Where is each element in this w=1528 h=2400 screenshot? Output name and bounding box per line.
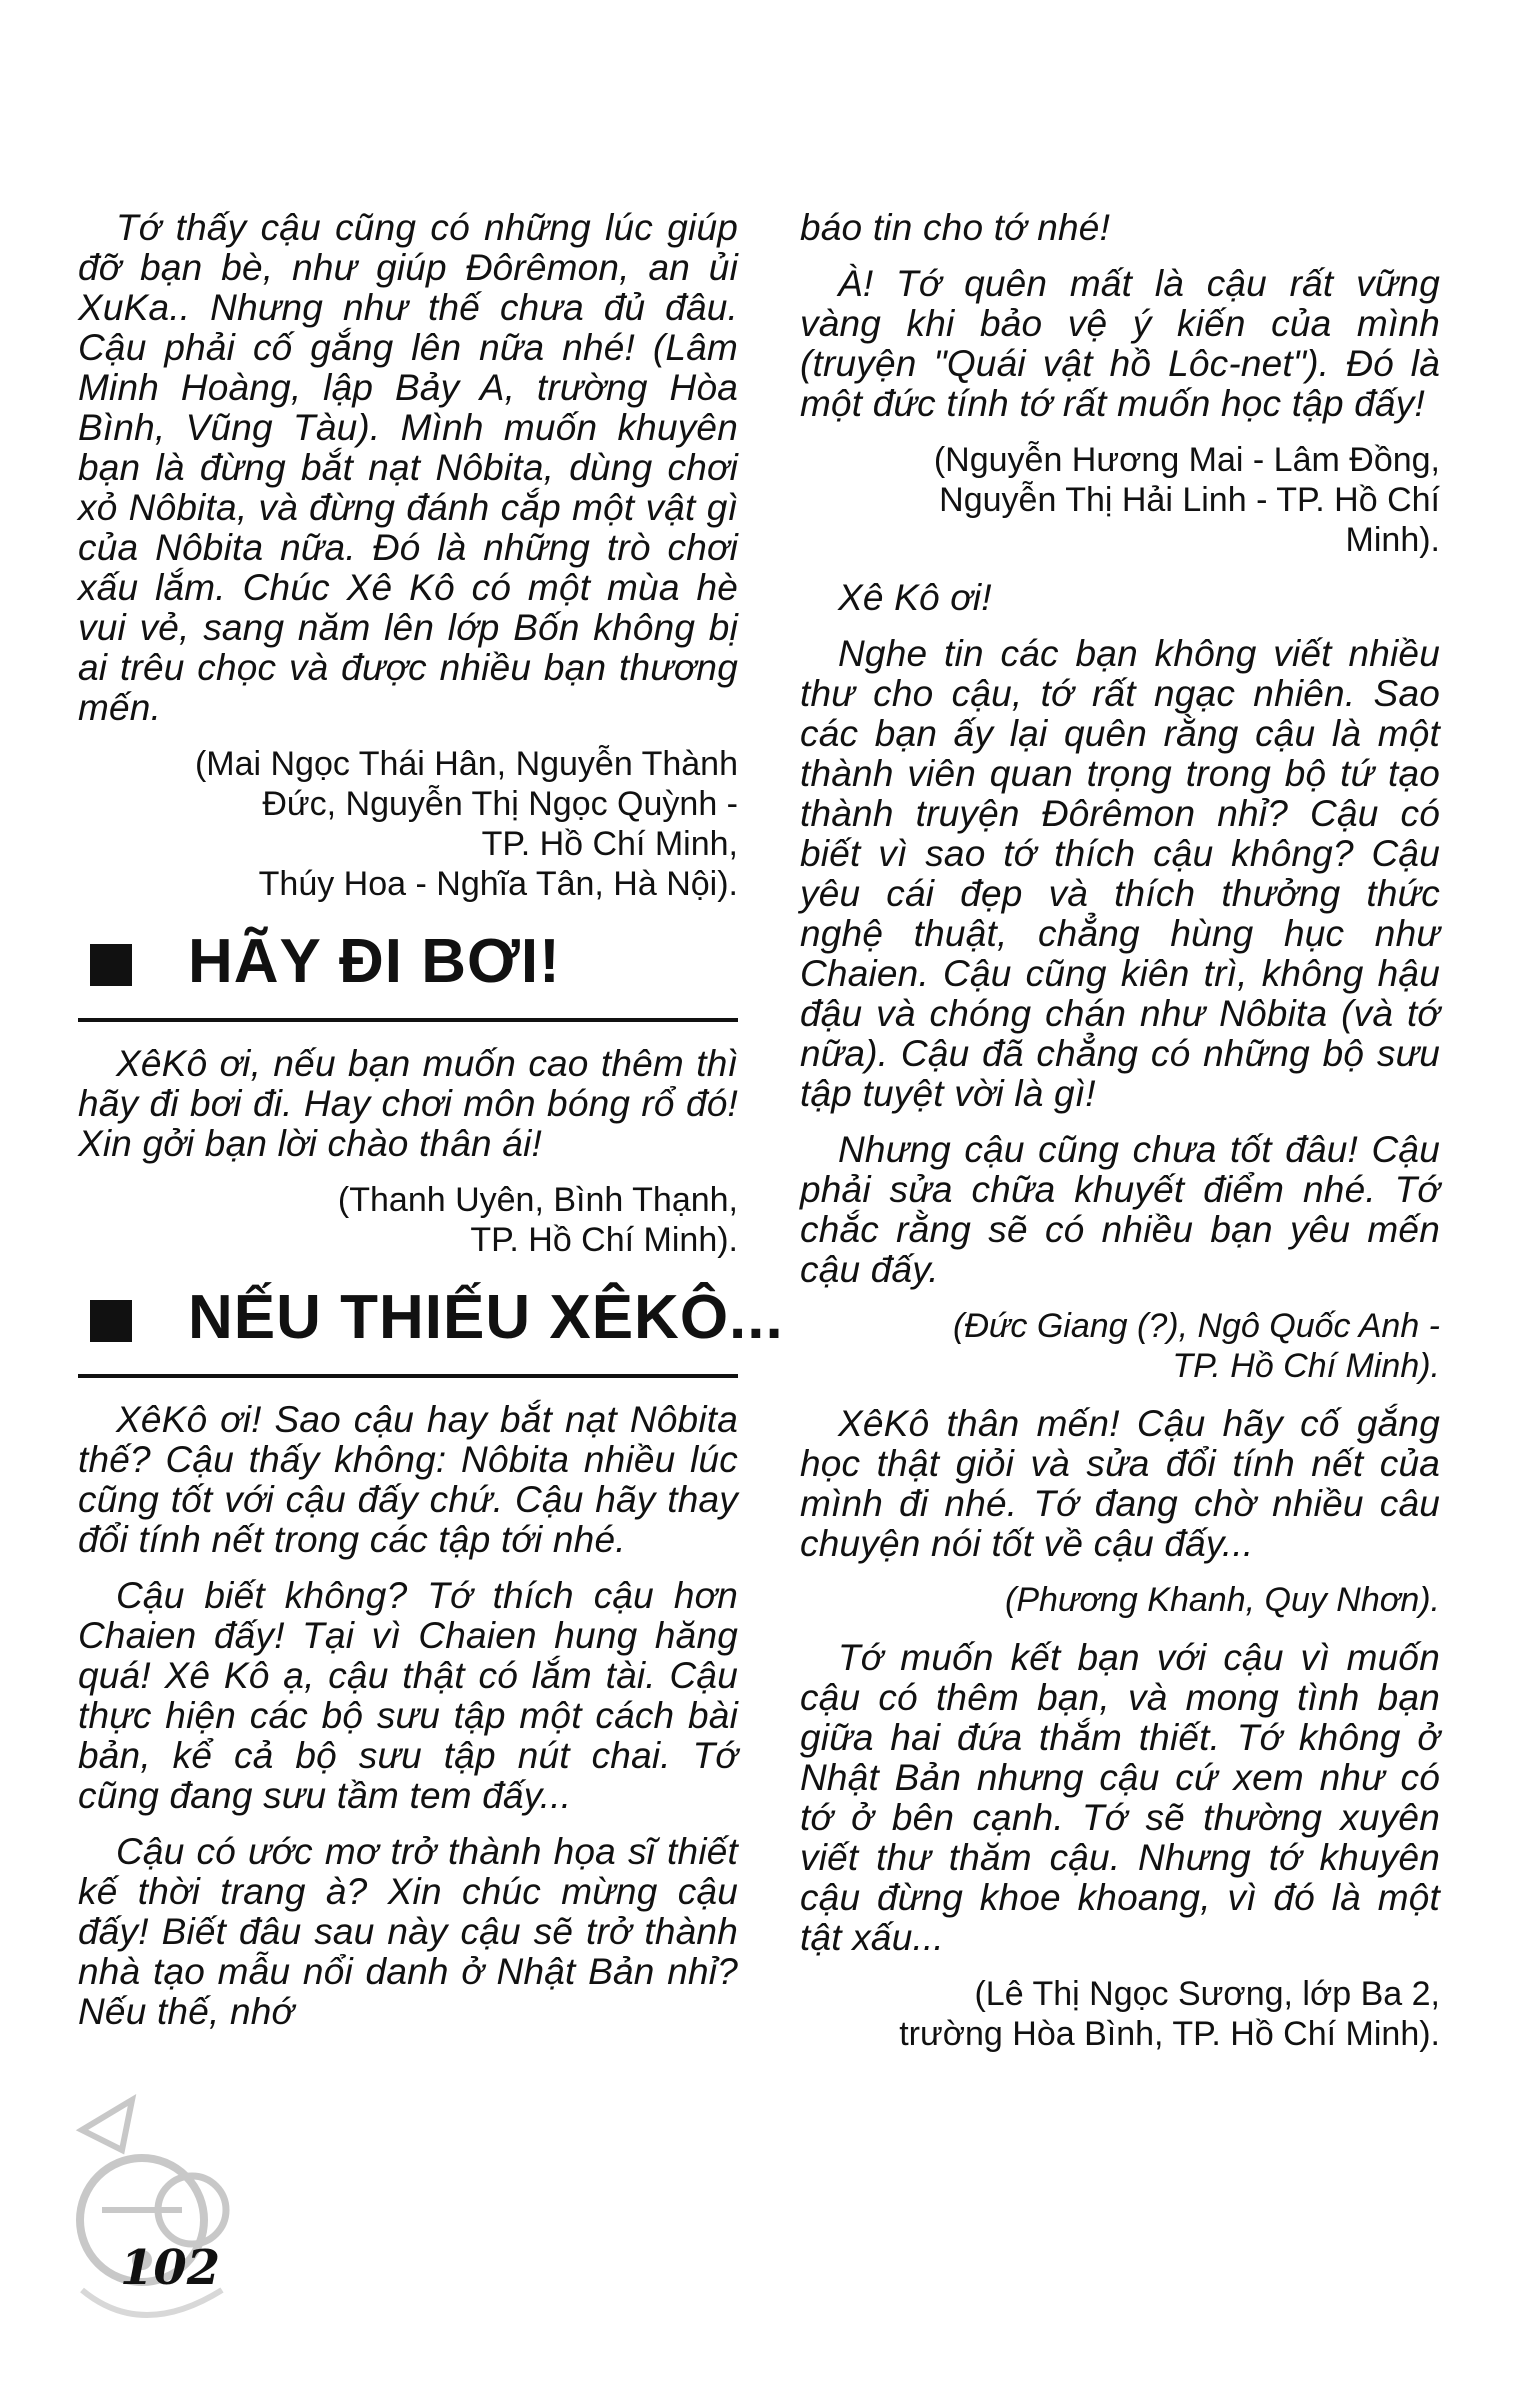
section-heading-neu-thieu-xeko bbox=[78, 1278, 784, 1378]
signature-line: TP. Hồ Chí Minh). bbox=[1172, 1347, 1440, 1385]
letter-paragraph: Cậu biết không? Tớ thích cậu hơn Chaien đấy! Tại vì Chaien hung hăng quá! Xê Kô ạ, cậu thật có lắm tài. Cậu thực hiện các bộ sưu tập một cách bài bản, kể cả bộ sưu tập nút chai. Tớ cũng đang sưu tầm tem đấy... bbox=[78, 1575, 738, 1816]
letter-signature bbox=[78, 744, 738, 904]
continued-paragraph: báo tin cho tớ nhé! bbox=[800, 207, 1111, 248]
letter-paragraph: Nghe tin các bạn không viết nhiều thư cho cậu, tớ rất ngạc nhiên. Sao các bạn ấy lại quên rằng cậu là một thành viên quan trọng trong bộ tứ tạo thành truyện Đôrêmon nhỉ? Cậu có biết vì sao tớ thích cậu không? Cậu yêu cái đẹp và thích thưởng thức nghệ thuật, chẳng hùng hục như Chaien. Cậu cũng kiên trì, không hậu đậu và chóng chán như Nôbita (và tớ nữa). Cậu đã chẳng có những bộ sưu tập tuyệt vời là gì! bbox=[800, 633, 1440, 1114]
signature-line: (Mai Ngọc Thái Hân, Nguyễn Thành bbox=[194, 745, 738, 783]
letter-paragraph: Tớ thấy cậu cũng có những lúc giúp đỡ bạn bè, như giúp Đôrêmon, an ủi XuKa.. Nhưng như thế chưa đủ đâu. Cậu phải cố gắng lên nữa nhé! (Lâm Minh Hoàng, lập Bảy A, trường Hòa Bình, Vũng Tàu). Mình muốn khuyên bạn là đừng bắt nạt Nôbita, dùng chơi xỏ Nôbita, và đừng đánh cắp một vật gì của Nôbita nữa. Đó là những trò chơi xấu lắm. Chúc Xê Kô có một mùa hè vui vẻ, sang năm lên lớp Bốn không bị ai trêu chọc và được nhiều bạn thương mến. bbox=[78, 207, 738, 728]
section-heading-text: HÃY ĐI BƠI! bbox=[188, 927, 561, 996]
signature-line: (Thanh Uyên, Bình Thạnh, bbox=[337, 1181, 738, 1219]
signature-line: (Nguyễn Hương Mai - Lâm Đồng, bbox=[933, 441, 1440, 479]
letter-paragraph: Nhưng cậu cũng chưa tốt đâu! Cậu phải sửa chữa khuyết điểm nhé. Tớ chắc rằng sẽ có nhiều bạn yêu mến cậu đấy. bbox=[800, 1129, 1440, 1290]
signature-line: TP. Hồ Chí Minh). bbox=[470, 1221, 738, 1259]
signature-line: (Phương Khanh, Quy Nhơn). bbox=[1005, 1581, 1440, 1619]
letter-signature bbox=[800, 1580, 1440, 1620]
signature-line: Nguyễn Thị Hải Linh - TP. Hồ Chí bbox=[939, 481, 1440, 519]
heading-square-bullet-icon bbox=[90, 1300, 132, 1342]
page-number: 102 bbox=[120, 2240, 221, 2296]
letter-greeting: Xê Kô ơi! bbox=[838, 577, 992, 618]
letter-paragraph: XêKô thân mến! Cậu hãy cố gắng học thật giỏi và sửa đổi tính nết của mình đi nhé. Tớ đang chờ nhiều câu chuyện nói tốt về cậu đấy... bbox=[800, 1403, 1440, 1564]
signature-line: (Đức Giang (?), Ngô Quốc Anh - bbox=[952, 1307, 1440, 1345]
section-heading-hay-di-boi bbox=[78, 922, 738, 1022]
signature-line: Thúy Hoa - Nghĩa Tân, Hà Nội). bbox=[258, 865, 738, 903]
letter-signature bbox=[800, 1974, 1440, 2054]
signature-line: Đức, Nguyễn Thị Ngọc Quỳnh - bbox=[262, 785, 738, 823]
heading-square-bullet-icon bbox=[90, 944, 132, 986]
letter-paragraph: Tớ muốn kết bạn với cậu vì muốn cậu có thêm bạn, và mong tình bạn giữa hai đứa thắm thiết. Tớ không ở Nhật Bản nhưng cậu cứ xem như có tớ ở bên cạnh. Tớ sẽ thường xuyên viết thư thăm cậu. Nhưng tớ khuyên cậu đừng khoe khoang, vì đó là một tật xấu... bbox=[800, 1637, 1440, 1958]
letter-signature bbox=[800, 440, 1440, 560]
signature-line: (Lê Thị Ngọc Sương, lớp Ba 2, bbox=[974, 1975, 1440, 2013]
letter-paragraph: XêKô ơi! Sao cậu hay bắt nạt Nôbita thế? Cậu thấy không: Nôbita nhiều lúc cũng tốt với cậu đấy chứ. Cậu hãy thay đổi tính nết trong các tập tới nhé. bbox=[78, 1399, 738, 1560]
signature-line: Minh). bbox=[1345, 521, 1440, 559]
section-heading-text: NẾU THIẾU XÊKÔ... bbox=[188, 1283, 784, 1352]
signature-line: TP. Hồ Chí Minh, bbox=[481, 825, 738, 863]
right-column bbox=[800, 208, 1440, 2072]
signature-line: trường Hòa Bình, TP. Hồ Chí Minh). bbox=[899, 2015, 1440, 2053]
left-column bbox=[78, 207, 784, 2048]
letter-signature bbox=[78, 1180, 738, 1260]
doraemon-bell-watermark-icon bbox=[62, 2090, 252, 2350]
letter-paragraph: XêKô ơi, nếu bạn muốn cao thêm thì hãy đi bơi đi. Hay chơi môn bóng rổ đó! Xin gởi bạn lời chào thân ái! bbox=[78, 1043, 738, 1164]
letter-signature bbox=[800, 1306, 1440, 1386]
letter-paragraph: Cậu có ước mơ trở thành họa sĩ thiết kế thời trang à? Xin chúc mừng cậu đấy! Biết đâu sau này cậu sẽ trở thành nhà tạo mẫu nổi danh ở Nhật Bản nhỉ? Nếu thế, nhớ bbox=[78, 1831, 738, 2032]
letter-paragraph: À! Tớ quên mất là cậu rất vững vàng khi bảo vệ ý kiến của mình (truyện "Quái vật hồ Lôc-net"). Đó là một đức tính tớ rất muốn học tập đấy! bbox=[800, 263, 1440, 424]
